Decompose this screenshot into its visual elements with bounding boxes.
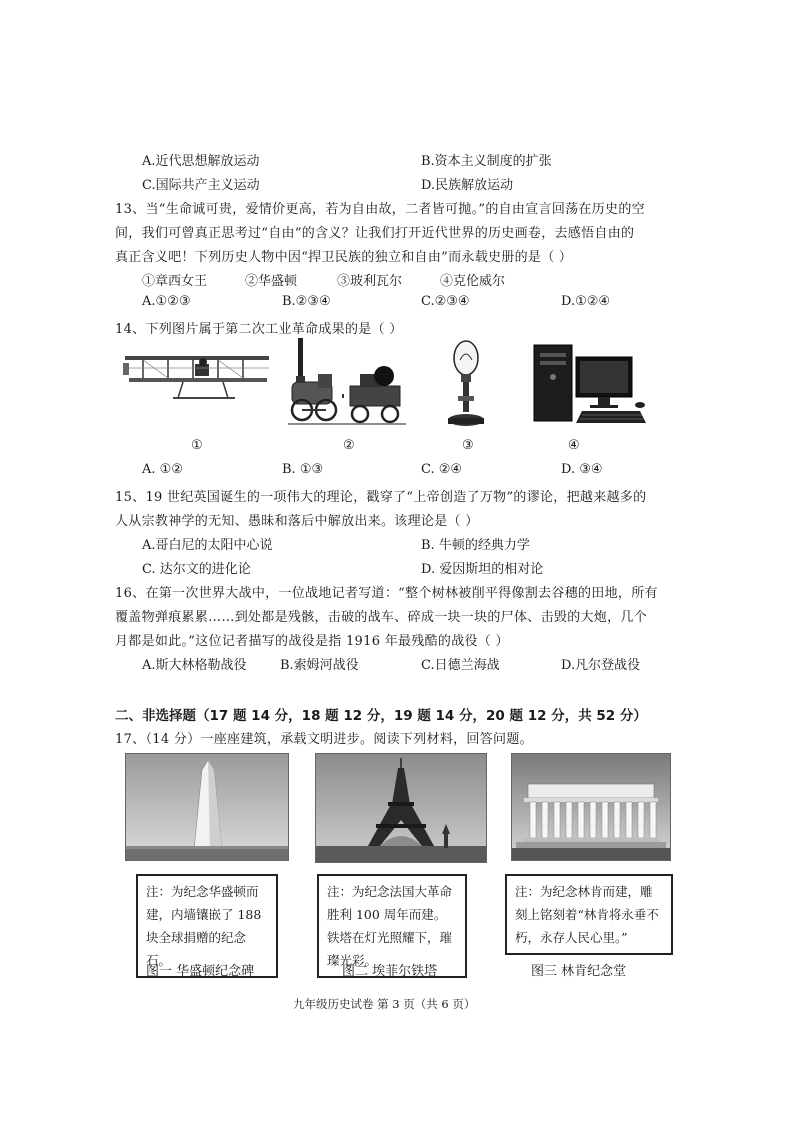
washington-monument-photo (125, 753, 289, 861)
caption-figure-2: 图二 埃菲尔铁塔 (342, 964, 438, 979)
q16-line-2: 覆盖物弹痕累累……到处都是残骸，击破的战车、碎成一块一块的尸体、击毁的大炮，几个 (115, 610, 648, 625)
q16-option-b: B.索姆河战役 (280, 658, 359, 673)
q16-line-1: 16、在第一次世界大战中，一位战地记者写道：“整个树林被削平得像割去谷穗的田地，所有 (115, 586, 658, 601)
caption-figure-1: 图一 华盛顿纪念碑 (146, 964, 255, 979)
q17-stem: 17、（14 分）一座座建筑，承载文明进步。阅读下列材料，回答问题。 (115, 732, 533, 747)
q14-option-b: B. ①③ (282, 462, 324, 477)
caption-figure-3: 图三 林肯纪念堂 (531, 964, 627, 979)
q15-option-b: B. 牛顿的经典力学 (421, 538, 530, 553)
q14-option-d: D. ③④ (561, 462, 603, 477)
q14-stem: 14、下列图片属于第二次工业革命成果的是（ ） (115, 322, 403, 337)
q13-option-b: B.②③④ (282, 294, 331, 309)
q14-pic-label-2: ② (343, 438, 355, 453)
q16-option-a: A.斯大林格勒战役 (142, 658, 247, 673)
q13-person-2: ②华盛顿 (245, 274, 298, 289)
q13-person-3: ③玻利瓦尔 (337, 274, 403, 289)
note-eiffel: 注：为纪念法国大革命胜利 100 周年而建。铁塔在灯光照耀下，璀璨光彩。 (317, 874, 467, 978)
q15-line-2: 人从宗教神学的无知、愚昧和落后中解放出来。该理论是（ ） (115, 514, 479, 529)
q14-pic-label-3: ③ (462, 438, 474, 453)
q13-line-3: 真正含义吧！下列历史人物中因“捍卫民族的独立和自由”而永载史册的是（ ） (115, 250, 573, 265)
q13-option-c: C.②③④ (421, 294, 470, 309)
computer-image (532, 343, 648, 429)
q16-line-3: 月都是如此。”这位记者描写的战役是指 1916 年最残酷的战役（ ） (115, 634, 509, 649)
q12-option-d: D.民族解放运动 (421, 178, 514, 193)
q13-line-2: 间，我们可曾真正思考过“自由”的含义？让我们打开近代世界的历史画卷，去感悟自由的 (115, 226, 635, 241)
q12-option-b: B.资本主义制度的扩张 (421, 154, 552, 169)
q13-option-a: A.①②③ (142, 294, 191, 309)
q13-line-1: 13、当“生命诚可贵，爱情价更高，若为自由故，二者皆可抛。”的自由宣言回荡在历史的空 (115, 202, 645, 217)
section-two-title: 二、非选择题（17 题 14 分，18 题 12 分，19 题 14 分，20 题 12 分，共 52 分） (115, 708, 647, 724)
q13-person-1: ①章西女王 (142, 274, 208, 289)
note-washington: 注：为纪念华盛顿而建，内墙镶嵌了 188 块全球捐赠的纪念石。 (136, 874, 278, 978)
note-lincoln: 注：为纪念林肯而建，雕刻上铭刻着“林肯将永垂不朽，永存人民心里。” (505, 874, 673, 955)
q13-option-d: D.①②④ (561, 294, 611, 309)
q14-pic-label-4: ④ (568, 438, 580, 453)
steam-locomotive-image (288, 338, 406, 430)
q14-pic-label-1: ① (191, 438, 203, 453)
eiffel-tower-photo (315, 753, 487, 863)
q15-option-a: A.哥白尼的太阳中心说 (142, 538, 273, 553)
q16-option-c: C.日德兰海战 (421, 658, 500, 673)
q14-option-a: A. ①② (142, 462, 183, 477)
q16-option-d: D.凡尔登战役 (561, 658, 641, 673)
q15-option-c: C. 达尔文的进化论 (142, 562, 251, 577)
q15-option-d: D. 爱因斯坦的相对论 (421, 562, 544, 577)
q12-option-c: C.国际共产主义运动 (142, 178, 260, 193)
airplane-image (123, 348, 271, 408)
page-footer: 九年级历史试卷 第 3 页（共 6 页） (293, 997, 476, 1011)
lincoln-memorial-photo (511, 753, 671, 861)
q14-option-c: C. ②④ (421, 462, 463, 477)
q12-option-a: A.近代思想解放运动 (142, 154, 260, 169)
light-bulb-image (444, 340, 488, 430)
q15-line-1: 15、19 世纪英国诞生的一项伟大的理论，戳穿了“上帝创造了万物”的谬论，把越来越多的 (115, 490, 647, 505)
q13-person-4: ④克伦威尔 (440, 274, 506, 289)
